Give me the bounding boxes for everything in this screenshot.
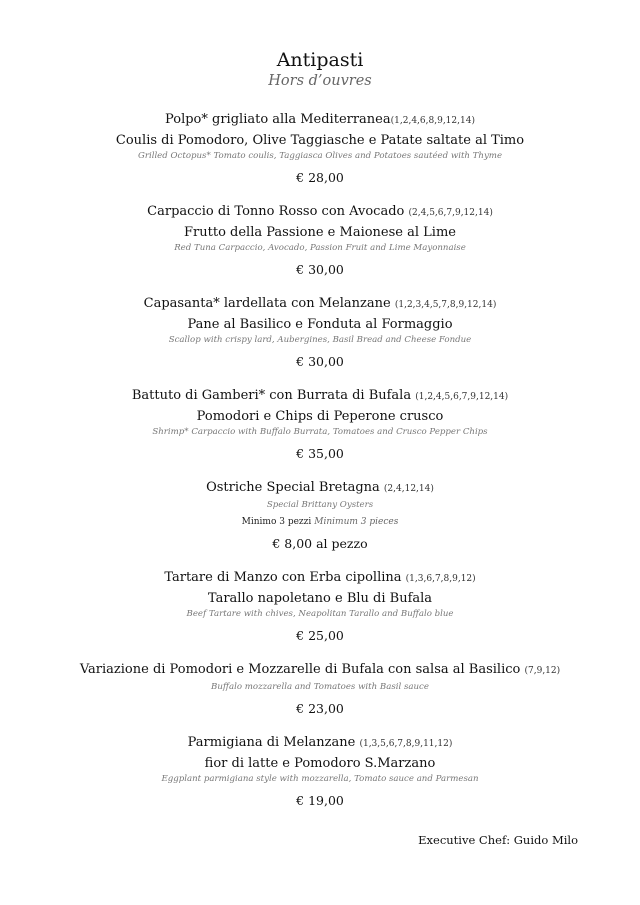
allergen-codes: (1,3,5,6,7,8,9,11,12) xyxy=(359,739,453,749)
note-it: Minimo 3 pezzi xyxy=(241,517,312,527)
allergen-codes: (2,4,12,14) xyxy=(383,484,434,494)
dish-name: Tartare di Manzo con Erba cipollina xyxy=(164,570,402,585)
dish-description: Frutto della Passione e Maionese al Lime xyxy=(184,225,456,240)
menu-item xyxy=(0,386,640,462)
allergen-codes: (1,2,4,6,8,9,12,14) xyxy=(390,116,475,126)
dish-translation: Special Brittany Oysters xyxy=(266,500,374,510)
minimum-order-note xyxy=(0,516,640,529)
dish-name: Capasanta* lardellata con Melanzane xyxy=(143,296,391,311)
dish-description: fior di latte e Pomodoro S.Marzano xyxy=(204,756,436,771)
menu-item xyxy=(0,660,640,717)
menu-item xyxy=(0,568,640,644)
dish-translation: Grilled Octopus* Tomato coulis, Taggiasca Olives and Potatoes sautéed with Thyme xyxy=(137,151,503,161)
dish-name-line xyxy=(0,110,640,131)
allergen-codes: (7,9,12) xyxy=(524,666,561,676)
dish-description: Pomodori e Chips di Peperone crusco xyxy=(196,409,444,424)
dish-price: € 8,00 al pezzo xyxy=(272,536,368,551)
dish-name: Polpo* grigliato alla Mediterranea xyxy=(165,112,391,127)
dish-name: Parmigiana di Melanzane xyxy=(187,735,356,750)
dish-price: € 30,00 xyxy=(296,262,344,277)
dish-name-line xyxy=(0,202,640,223)
dish-name: Battuto di Gamberi* con Burrata di Bufala xyxy=(131,388,412,403)
dish-price: € 35,00 xyxy=(296,446,344,461)
executive-chef-credit: Executive Chef: Guido Milo xyxy=(418,833,578,847)
dish-name-line xyxy=(0,294,640,315)
dish-translation: Shrimp* Carpaccio with Buffalo Burrata, Tomatoes and Crusco Pepper Chips xyxy=(152,427,488,437)
section-subtitle: Hors d’ouvres xyxy=(268,73,372,89)
dish-name: Ostriche Special Bretagna xyxy=(206,480,380,495)
menu-item xyxy=(0,202,640,278)
menu-item xyxy=(0,294,640,370)
note-en: Minimum 3 pieces xyxy=(314,517,399,527)
allergen-codes: (1,3,6,7,8,9,12) xyxy=(405,574,476,584)
dish-name-line xyxy=(0,386,640,407)
dish-translation: Scallop with crispy lard, Aubergines, Basil Bread and Cheese Fondue xyxy=(168,335,472,345)
dish-translation: Beef Tartare with chives, Neapolitan Tarallo and Buffalo blue xyxy=(186,609,454,619)
allergen-codes: (2,4,5,6,7,9,12,14) xyxy=(408,208,493,218)
dish-name-line xyxy=(0,478,640,499)
menu-item xyxy=(0,733,640,809)
dish-name-line xyxy=(0,568,640,589)
dish-translation: Eggplant parmigiana style with mozzarella, Tomato sauce and Parmesan xyxy=(161,774,479,784)
dish-name-line xyxy=(0,660,640,681)
dish-translation: Buffalo mozzarella and Tomatoes with Basil sauce xyxy=(211,682,429,692)
menu-header xyxy=(0,48,640,90)
menu-item xyxy=(0,110,640,186)
menu-item xyxy=(0,478,640,552)
dish-price: € 28,00 xyxy=(296,170,344,185)
dish-name-line xyxy=(0,733,640,754)
dish-description: Pane al Basilico e Fonduta al Formaggio xyxy=(187,317,453,332)
dish-name: Carpaccio di Tonno Rosso con Avocado xyxy=(147,204,405,219)
dish-price: € 25,00 xyxy=(296,628,344,643)
dish-price: € 23,00 xyxy=(296,701,344,716)
dish-translation: Red Tuna Carpaccio, Avocado, Passion Fruit and Lime Mayonnaise xyxy=(174,243,466,253)
allergen-codes: (1,2,4,5,6,7,9,12,14) xyxy=(415,392,509,402)
dish-price: € 19,00 xyxy=(296,793,344,808)
allergen-codes: (1,2,3,4,5,7,8,9,12,14) xyxy=(394,300,497,310)
dish-description: Coulis di Pomodoro, Olive Taggiasche e Patate saltate al Timo xyxy=(115,133,525,148)
dish-description: Tarallo napoletano e Blu di Bufala xyxy=(207,591,433,606)
menu-list xyxy=(0,110,640,809)
section-title: Antipasti xyxy=(276,49,364,71)
dish-price: € 30,00 xyxy=(296,354,344,369)
dish-name: Variazione di Pomodori e Mozzarelle di Bufala con salsa al Basilico xyxy=(79,662,521,677)
